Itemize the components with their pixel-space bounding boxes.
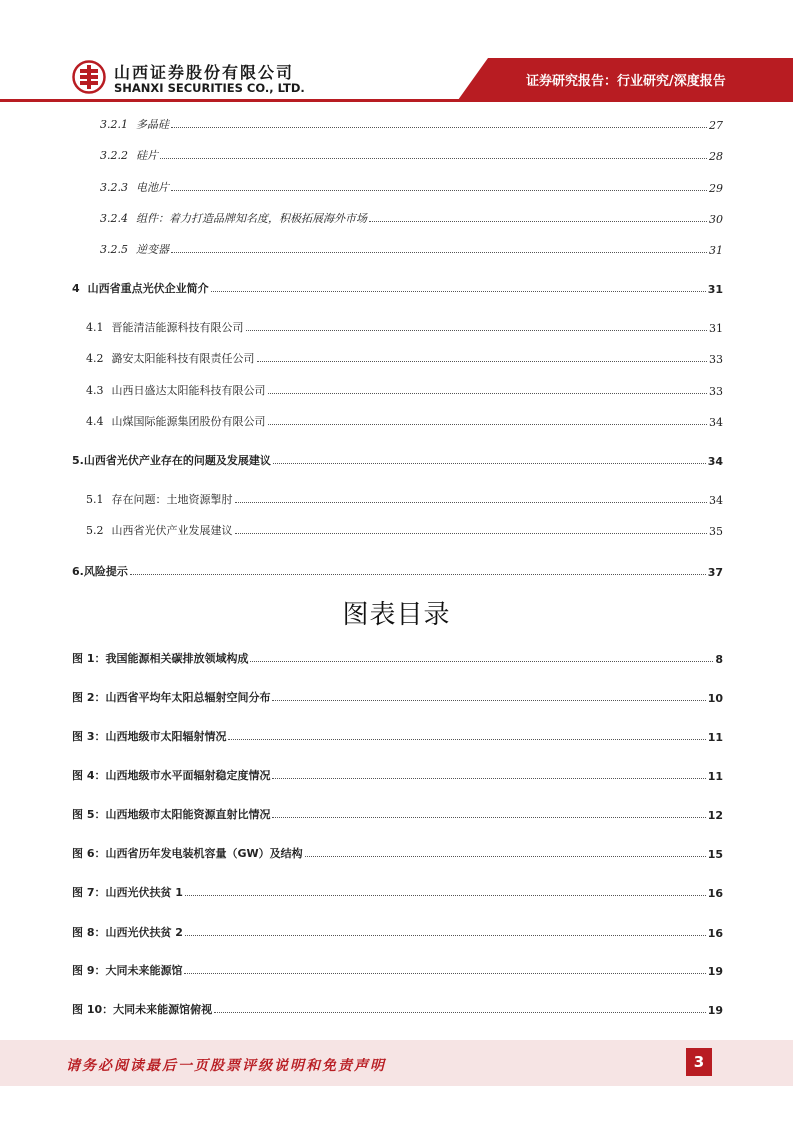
figure-title: 图 7：山西光伏扶贫 1	[72, 886, 183, 899]
figure-entry[interactable]	[72, 765, 723, 783]
toc-number: 3.2.4	[100, 212, 128, 225]
toc-entry[interactable]	[100, 145, 723, 163]
leader-dots	[130, 574, 706, 575]
page-header	[0, 0, 793, 104]
leader-dots	[272, 817, 705, 818]
toc-title: 存在问题：土地资源掣肘	[111, 493, 233, 506]
page-number: 3	[686, 1048, 712, 1076]
toc-number: 3.2.1	[100, 118, 128, 131]
toc-entry[interactable]	[86, 348, 723, 366]
company-name-en: SHANXI SECURITIES CO., LTD.	[114, 81, 305, 95]
figure-page: 11	[707, 731, 723, 744]
figure-page: 8	[715, 653, 723, 666]
toc-title: 电池片	[136, 181, 169, 194]
company-name-cn: 山西证券股份有限公司	[114, 63, 295, 82]
header-divider	[0, 99, 793, 102]
leader-dots	[273, 463, 706, 464]
leader-dots	[250, 661, 713, 662]
toc-number: 3.2.2	[100, 149, 128, 162]
figure-page: 19	[707, 1004, 723, 1017]
toc-title: 潞安太阳能科技有限责任公司	[111, 352, 255, 365]
figure-page: 11	[707, 770, 723, 783]
toc-title: 山西省光伏产业存在的问题及发展建议	[83, 454, 271, 467]
figure-title: 图 10：大同未来能源馆俯视	[72, 1003, 213, 1016]
figure-entry[interactable]	[72, 648, 723, 666]
toc-title: 山西省光伏产业发展建议	[111, 524, 233, 537]
figure-page: 16	[707, 887, 723, 900]
toc-number: 4.4	[86, 415, 104, 428]
figure-title: 图 8：山西光伏扶贫 2	[72, 926, 183, 939]
figure-page: 12	[707, 809, 723, 822]
toc-entry[interactable]	[100, 177, 723, 195]
figure-entry[interactable]	[72, 960, 723, 978]
leader-dots	[171, 127, 707, 128]
figure-entry[interactable]	[72, 843, 723, 861]
figures-section-title: 图表目录	[342, 600, 451, 630]
shanxi-securities-logo-icon	[72, 60, 106, 94]
toc-number: 5.	[72, 454, 84, 467]
leader-dots	[369, 221, 707, 222]
leader-dots	[257, 361, 708, 362]
leader-dots	[246, 330, 708, 331]
figure-page: 10	[707, 692, 723, 705]
figure-page: 15	[707, 848, 723, 861]
toc-title: 山煤国际能源集团股份有限公司	[111, 415, 266, 428]
toc-page: 29	[709, 182, 723, 195]
figure-title: 图 2：山西省平均年太阳总辐射空间分布	[72, 691, 271, 704]
toc-entry[interactable]	[86, 317, 723, 335]
toc-title: 组件：着力打造品牌知名度，积极拓展海外市场	[136, 212, 367, 225]
toc-entry[interactable]	[72, 561, 723, 579]
toc-page: 28	[709, 150, 723, 163]
leader-dots	[185, 895, 706, 896]
toc-page: 34	[709, 494, 723, 507]
figure-entry[interactable]	[72, 804, 723, 822]
figure-page: 16	[707, 927, 723, 940]
figure-title: 图 3：山西地级市太阳辐射情况	[72, 730, 227, 743]
leader-dots	[171, 252, 707, 253]
toc-entry[interactable]	[86, 411, 723, 429]
toc-entry[interactable]	[100, 114, 723, 132]
toc-page: 30	[709, 213, 723, 226]
leader-dots	[214, 1012, 706, 1013]
toc-title: 晋能清洁能源科技有限公司	[111, 321, 244, 334]
figure-entry[interactable]	[72, 922, 723, 940]
toc-title: 多晶硅	[136, 118, 169, 131]
leader-dots	[160, 158, 707, 159]
disclaimer-notice: 请务必阅读最后一页股票评级说明和免责声明	[66, 1058, 386, 1074]
figure-entry[interactable]	[72, 999, 723, 1017]
toc-page: 37	[707, 566, 723, 579]
figure-entry[interactable]	[72, 687, 723, 705]
leader-dots	[272, 778, 705, 779]
figure-title: 图 6：山西省历年发电装机容量（GW）及结构	[72, 847, 303, 860]
toc-page: 31	[709, 244, 723, 257]
leader-dots	[235, 502, 708, 503]
toc-title: 山西省重点光伏企业简介	[87, 282, 209, 295]
leader-dots	[171, 190, 707, 191]
toc-number: 6.	[72, 565, 84, 578]
leader-dots	[184, 973, 705, 974]
report-type-label: 证券研究报告：行业研究/深度报告	[526, 74, 726, 89]
toc-number: 4.3	[86, 384, 104, 397]
toc-page: 33	[709, 385, 723, 398]
toc-page: 31	[709, 322, 723, 335]
toc-title: 风险提示	[83, 565, 128, 578]
toc-entry[interactable]	[86, 489, 723, 507]
leader-dots	[305, 856, 706, 857]
toc-page: 34	[709, 416, 723, 429]
toc-number: 3.2.5	[100, 243, 128, 256]
toc-entry[interactable]	[100, 208, 723, 226]
toc-number: 3.2.3	[100, 181, 128, 194]
leader-dots	[228, 739, 705, 740]
toc-page: 34	[707, 455, 723, 468]
toc-page: 31	[707, 283, 723, 296]
figure-entry[interactable]	[72, 726, 723, 744]
toc-number: 5.1	[86, 493, 104, 506]
toc-number: 5.2	[86, 524, 104, 537]
toc-page: 35	[709, 525, 723, 538]
leader-dots	[268, 393, 708, 394]
figure-title: 图 1：我国能源相关碳排放领域构成	[72, 652, 249, 665]
toc-entry[interactable]	[86, 380, 723, 398]
toc-number: 4.1	[86, 321, 104, 334]
toc-page: 33	[709, 353, 723, 366]
leader-dots	[235, 533, 708, 534]
figure-page: 19	[707, 965, 723, 978]
figure-title: 图 4：山西地级市水平面辐射稳定度情况	[72, 769, 271, 782]
toc-number: 4.2	[86, 352, 104, 365]
toc-page: 27	[709, 119, 723, 132]
figure-title: 图 5：山西地级市太阳能资源直射比情况	[72, 808, 271, 821]
figure-entry[interactable]	[72, 882, 723, 900]
toc-title: 逆变器	[136, 243, 169, 256]
toc-title: 山西日盛达太阳能科技有限公司	[111, 384, 266, 397]
leader-dots	[268, 424, 708, 425]
leader-dots	[185, 935, 706, 936]
leader-dots	[211, 291, 706, 292]
toc-entry[interactable]	[72, 278, 723, 296]
toc-title: 硅片	[136, 149, 158, 162]
toc-entry[interactable]	[100, 239, 723, 257]
leader-dots	[272, 700, 705, 701]
toc-entry[interactable]	[72, 450, 723, 468]
toc-entry[interactable]	[86, 520, 723, 538]
figure-title: 图 9：大同未来能源馆	[72, 964, 183, 977]
toc-number: 4	[72, 282, 80, 295]
